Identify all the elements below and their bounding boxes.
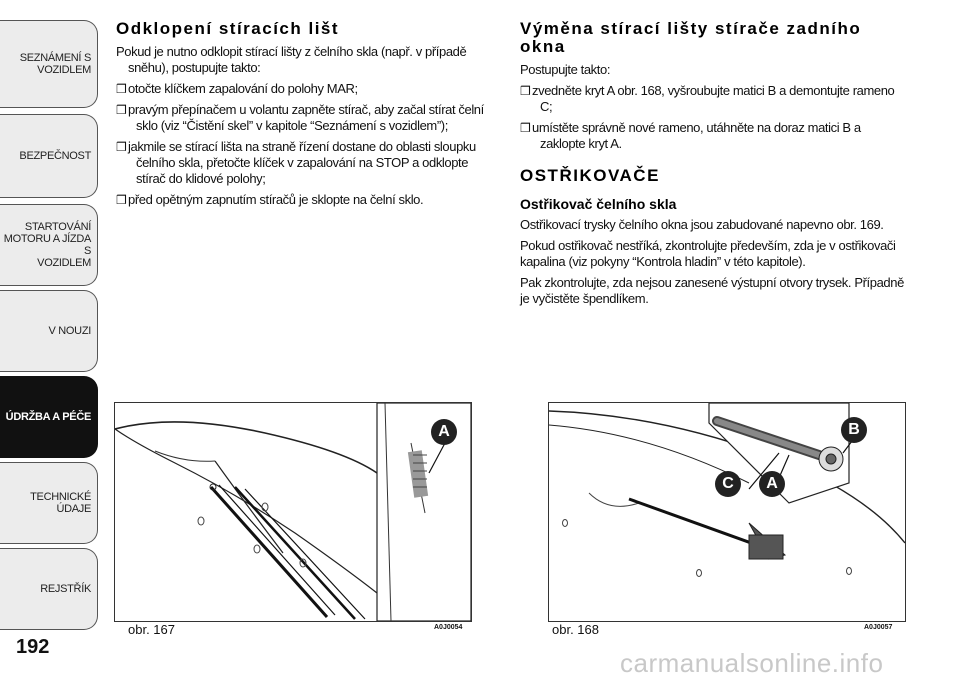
subheading-windscreen-washer: Ostřikovač čelního skla: [520, 196, 677, 212]
wiper-lift-illustration: [115, 403, 471, 621]
callout-a: A: [759, 471, 785, 497]
section-heading-wiper-lift: Odklopení stíracích lišt: [116, 19, 340, 38]
tab-label: BEZPEČNOST: [19, 150, 91, 162]
tab-label: STARTOVÁNÍ MOTORU A JÍZDA S VOZIDLEM: [3, 221, 91, 269]
list-item: [116, 81, 490, 97]
bullet-list: [116, 81, 490, 208]
figure-168: [548, 402, 906, 622]
tab-label: SEZNÁMENÍ S VOZIDLEM: [19, 52, 91, 76]
section-heading-rear-wiper: Výměna stírací lišty stírače zadního okna: [520, 19, 862, 56]
callout-c: C: [715, 471, 741, 497]
figure-code: A0J0057: [864, 624, 893, 631]
right-column: [520, 20, 906, 312]
tab-label: REJSTŘÍK: [40, 583, 91, 595]
tab-label: ÚDRŽBA A PÉČE: [5, 411, 91, 423]
watermark: carmanualsonline.info: [620, 648, 884, 678]
list-item: [520, 83, 906, 115]
checkbox-bullet-icon: ❒: [116, 82, 127, 96]
list-item-text: jakmile se stírací lišta na straně řízení dostane do oblasti sloupku čelního skla, přetočte klíček v zapalování na STOP a odklopte stírač do klidové polohy;: [128, 139, 476, 186]
figure-167: [114, 402, 472, 622]
list-item-text: před opětným zapnutím stíračů je sklopte na čelní sklo.: [128, 192, 424, 207]
tab-rejstrik[interactable]: [0, 548, 98, 630]
tab-label: V NOUZI: [48, 325, 91, 337]
paragraph: Pak zkontrolujte, zda nejsou zanesené výstupní otvory trysek. Případně je vyčistěte špendlíkem.: [520, 275, 904, 306]
checkbox-bullet-icon: ❒: [116, 103, 127, 117]
bullet-list: [520, 83, 906, 152]
callout-b: B: [841, 417, 867, 443]
list-item-text: pravým přepínačem u volantu zapněte stírač, aby začal stírat čelní sklo (viz “Čistění skel” v kapitole “Seznámení s vozidlem”);: [128, 102, 484, 133]
tab-udrzba[interactable]: [0, 376, 98, 458]
list-item: [116, 139, 490, 187]
paragraph: Pokud ostřikovač nestříká, zkontrolujte především, zda je v ostřikovači kapalina (viz pokyny “Kontrola hladin” v této kapitole).: [520, 238, 896, 269]
list-item-text: otočte klíčkem zapalování do polohy MAR;: [128, 81, 358, 96]
figure-caption: obr. 168: [552, 622, 599, 637]
checkbox-bullet-icon: ❒: [116, 140, 127, 154]
list-item: [520, 120, 906, 152]
intro-text: Pokud je nutno odklopit stírací lišty z čelního skla (např. v případě sněhu), postupujte takto:: [116, 44, 467, 75]
checkbox-bullet-icon: ❒: [520, 84, 531, 98]
left-column: [116, 20, 490, 213]
page-number: 192: [16, 636, 50, 658]
list-item: [116, 192, 490, 208]
tab-startovani[interactable]: [0, 204, 98, 286]
tab-v-nouzi[interactable]: [0, 290, 98, 372]
list-item: [116, 102, 490, 134]
intro-text: Postupujte takto:: [520, 62, 611, 77]
tab-seznameni[interactable]: [0, 20, 98, 108]
figure-caption: obr. 167: [128, 622, 175, 637]
list-item-text: zvedněte kryt A obr. 168, vyšroubujte matici B a demontujte rameno C;: [532, 83, 895, 114]
tab-technicke-udaje[interactable]: [0, 462, 98, 544]
paragraph: Ostřikovací trysky čelního okna jsou zabudované napevno obr. 169.: [520, 217, 884, 232]
list-item-text: umístěte správně nové rameno, utáhněte na doraz matici B a zaklopte kryt A.: [532, 120, 861, 151]
figure-code: A0J0054: [434, 624, 463, 631]
section-title-washers: OSTŘIKOVAČE: [520, 166, 660, 185]
checkbox-bullet-icon: ❒: [520, 121, 531, 135]
callout-a: A: [431, 419, 457, 445]
tab-label: TECHNICKÉ ÚDAJE: [30, 491, 91, 515]
checkbox-bullet-icon: ❒: [116, 193, 127, 207]
tab-bezpecnost[interactable]: [0, 114, 98, 198]
